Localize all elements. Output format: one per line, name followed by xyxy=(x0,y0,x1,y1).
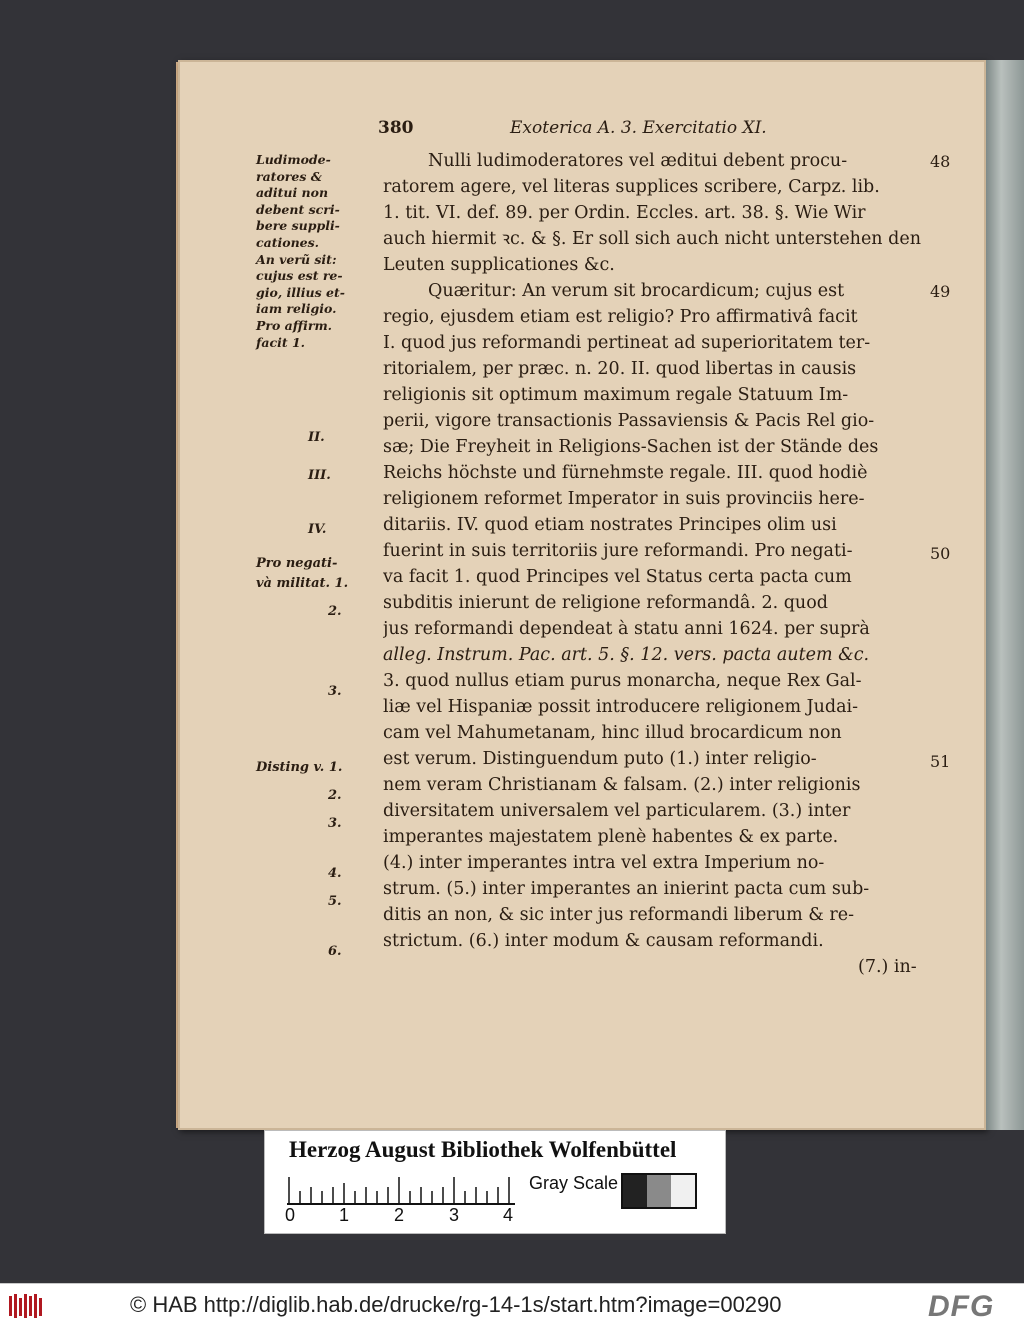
margin-note-line: aditui non xyxy=(256,185,329,201)
margin-numeral: III. xyxy=(308,468,331,483)
margin-note-line: facit 1. xyxy=(256,334,306,350)
gray-swatch-mid xyxy=(647,1175,671,1207)
text-line: Nulli ludimoderatores vel æditui debent procu- xyxy=(428,151,848,171)
text-line: 3. quod nullus etiam purus monarcha, neque Rex Gal- xyxy=(383,671,862,691)
margin-note-line: Pro affirm. xyxy=(256,317,333,333)
text-line: imperantes majestatem plenè habentes & ex parte. xyxy=(383,827,839,847)
text-line: ditis an non, & sic inter jus reformandi liberum & re- xyxy=(383,905,855,925)
text-line: ratorem agere, vel literas supplices scribere, Carpz. lib. xyxy=(383,177,880,197)
text-line: I. quod jus reformandi pertineat ad superioritatem ter- xyxy=(383,333,871,353)
library-name: Herzog August Bibliothek Wolfenbüttel xyxy=(289,1137,677,1162)
text-line: jus reformandi dependeat à statu anni 1624. per suprà xyxy=(383,619,870,639)
gray-scale-label: Gray Scale xyxy=(529,1173,619,1193)
ruler-label: 2 xyxy=(394,1205,405,1225)
margin-note-line: bere suppli- xyxy=(256,218,340,234)
margin-note-line: ratores & xyxy=(256,168,323,184)
margin-note-line: iam religio. xyxy=(256,301,337,317)
margin-numeral: IV. xyxy=(308,522,327,537)
margin-note-line: Ludimode- xyxy=(256,152,331,167)
text-line: strum. (5.) inter imperantes an inierint pacta cum sub- xyxy=(383,879,870,899)
margin-numeral: 2. xyxy=(328,788,342,803)
gray-scale-swatches xyxy=(621,1173,697,1209)
text-line: cam vel Mahumetanam, hinc illud brocardicum non xyxy=(383,723,842,743)
text-line: (4.) inter imperantes intra vel extra Imperium no- xyxy=(383,853,825,873)
margin-numeral: và militat. 1. xyxy=(256,576,349,591)
text-line: nem veram Christianam & falsam. (2.) inter religionis xyxy=(383,775,861,795)
text-line: va facit 1. quod Principes vel Status certa pacta cum xyxy=(383,567,852,587)
paragraph-number: 50 xyxy=(930,544,951,563)
copyright-link[interactable]: © HAB http://diglib.hab.de/drucke/rg-14-1s/start.htm?image=00290 xyxy=(130,1292,782,1317)
scanned-page xyxy=(178,60,986,1130)
margin-numeral: Disting v. 1. xyxy=(256,760,343,775)
margin-numeral: 2. xyxy=(328,604,342,619)
ruler-label: 4 xyxy=(503,1205,514,1225)
gray-swatch-dark xyxy=(623,1175,647,1207)
color-scale-card xyxy=(264,1130,726,1234)
ruler-label: 3 xyxy=(449,1205,460,1225)
text-line: religionem reformet Imperator in suis provinciis here- xyxy=(383,489,865,509)
text-line: liæ vel Hispaniæ possit introducere religionem Judai- xyxy=(383,697,859,717)
text-line: regio, ejusdem etiam est religio? Pro affirmativâ facit xyxy=(383,307,858,327)
ruler-label: 0 xyxy=(285,1205,296,1225)
margin-note-line: debent scri- xyxy=(256,201,340,217)
next-page-edge xyxy=(986,60,1024,1130)
margin-numeral: 3. xyxy=(328,816,342,831)
text-line: Leuten supplicationes &c. xyxy=(383,255,615,275)
page-number: 380 xyxy=(378,118,414,138)
text-line: fuerint in suis territoriis jure reformandi. Pro negati- xyxy=(383,541,853,561)
margin-note xyxy=(256,152,352,351)
margin-numeral: II. xyxy=(308,430,325,445)
text-line: sæ; Die Freyheit in Religions-Sachen ist der Stände des xyxy=(383,437,879,457)
gray-swatch-light xyxy=(671,1175,695,1207)
text-line: perii, vigore transactionis Passaviensis & Pacis Rel gio- xyxy=(383,411,875,431)
paragraph-number: 51 xyxy=(930,752,951,771)
text-line: religionis sit optimum maximum regale Statuum Im- xyxy=(383,385,849,405)
text-line: 1. tit. VI. def. 89. per Ordin. Eccles. art. 38. §. Wie Wir xyxy=(383,203,866,223)
text-line: alleg. Instrum. Pac. art. 5. §. 12. vers. pacta autem &c. xyxy=(383,645,870,665)
paragraph-number: 48 xyxy=(930,152,951,171)
dfg-logo[interactable]: DFG xyxy=(928,1290,995,1323)
footer-bar xyxy=(0,1283,1024,1326)
text-line: diversitatem universalem vel particularem. (3.) inter xyxy=(383,801,851,821)
ruler-graphic xyxy=(287,1177,517,1205)
ruler-label: 1 xyxy=(339,1205,350,1225)
ruler-labels xyxy=(281,1205,521,1227)
hab-logo-icon[interactable] xyxy=(8,1292,44,1320)
margin-numeral: 4. xyxy=(328,866,342,881)
running-title: Exoterica A. 3. Exercitatio XI. xyxy=(510,118,767,138)
paragraph-number: 49 xyxy=(930,282,951,301)
running-head xyxy=(378,118,798,144)
margin-numeral: 6. xyxy=(328,944,342,959)
margin-note-line: gio, illius et- xyxy=(256,284,345,300)
margin-note-line: cujus est re- xyxy=(256,268,343,284)
text-line: strictum. (6.) inter modum & causam reformandi. xyxy=(383,931,824,951)
text-line: subditis inierunt de religione reformandâ. 2. quod xyxy=(383,593,828,613)
margin-note-line: cationes. xyxy=(256,234,320,250)
text-line: auch hiermit ꝛc. & §. Er soll sich auch nicht unterstehen den xyxy=(383,229,921,249)
margin-numeral: 5. xyxy=(328,894,342,909)
text-line: Quæritur: An verum sit brocardicum; cujus est xyxy=(428,281,845,301)
margin-note-line: An verũ sit: xyxy=(256,251,337,267)
catchword: (7.) in- xyxy=(858,957,917,977)
margin-numeral: 3. xyxy=(328,684,342,699)
text-line: est verum. Distinguendum puto (1.) inter religio- xyxy=(383,749,817,769)
text-line: Reichs höchste und fürnehmste regale. III. quod hodiè xyxy=(383,463,868,483)
text-line: ritorialem, per præc. n. 20. II. quod libertas in causis xyxy=(383,359,857,379)
margin-numeral: Pro negati- xyxy=(256,556,338,571)
text-line: ditariis. IV. quod etiam nostrates Principes olim usi xyxy=(383,515,837,535)
